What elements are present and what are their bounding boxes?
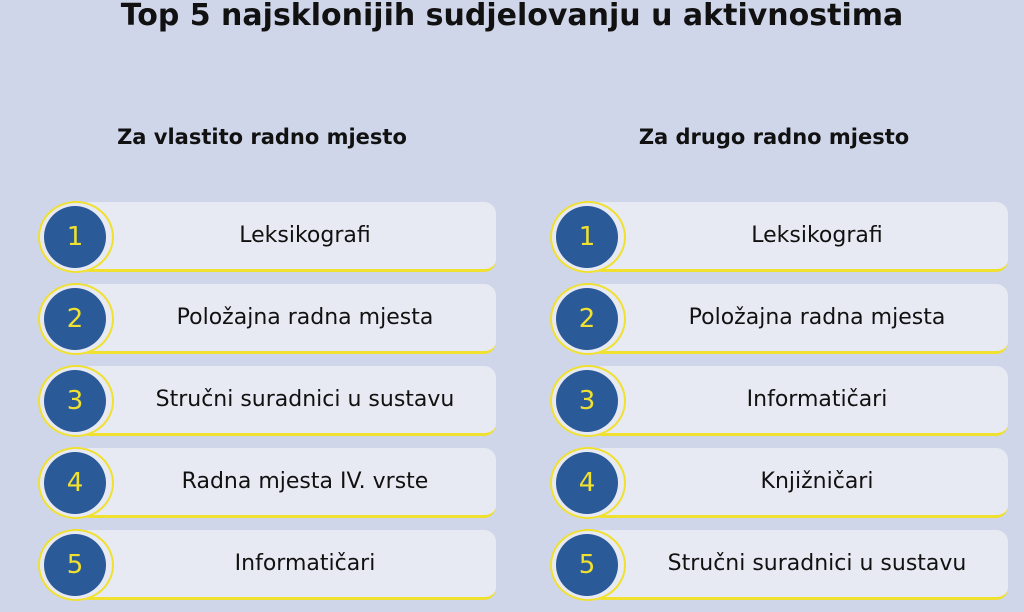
rank-badge: 4 — [556, 452, 618, 514]
rank-badge: 3 — [556, 370, 618, 432]
item-label: Položajna radna mjesta — [688, 304, 946, 330]
left-ranking-list — [36, 202, 496, 612]
list-item — [36, 448, 496, 518]
list-item — [36, 530, 496, 600]
left-column-heading: Za vlastito radno mjesto — [117, 125, 407, 149]
list-item — [36, 284, 496, 354]
item-label: Informatičari — [746, 386, 888, 412]
rank-badge: 3 — [44, 370, 106, 432]
rank-badge: 5 — [556, 534, 618, 596]
right-ranking-list — [548, 202, 1008, 612]
item-label: Leksikografi — [239, 222, 371, 248]
list-item — [548, 202, 1008, 272]
rank-badge: 5 — [44, 534, 106, 596]
item-label: Radna mjesta IV. vrste — [181, 468, 429, 494]
list-item — [548, 448, 1008, 518]
rank-badge: 4 — [44, 452, 106, 514]
item-label: Knjižničari — [760, 468, 874, 494]
list-item — [36, 366, 496, 436]
item-label: Stručni suradnici u sustavu — [667, 550, 967, 576]
list-item — [548, 530, 1008, 600]
item-label: Leksikografi — [751, 222, 883, 248]
item-label: Informatičari — [234, 550, 376, 576]
list-item — [36, 202, 496, 272]
rank-badge: 1 — [44, 206, 106, 268]
rank-badge: 2 — [44, 288, 106, 350]
page-title: Top 5 najsklonijih sudjelovanju u aktivnostima — [120, 0, 904, 33]
rank-badge: 2 — [556, 288, 618, 350]
item-label: Stručni suradnici u sustavu — [155, 386, 455, 412]
list-item — [548, 366, 1008, 436]
right-column-heading: Za drugo radno mjesto — [638, 125, 910, 149]
rank-badge: 1 — [556, 206, 618, 268]
item-label: Položajna radna mjesta — [176, 304, 434, 330]
list-item — [548, 284, 1008, 354]
